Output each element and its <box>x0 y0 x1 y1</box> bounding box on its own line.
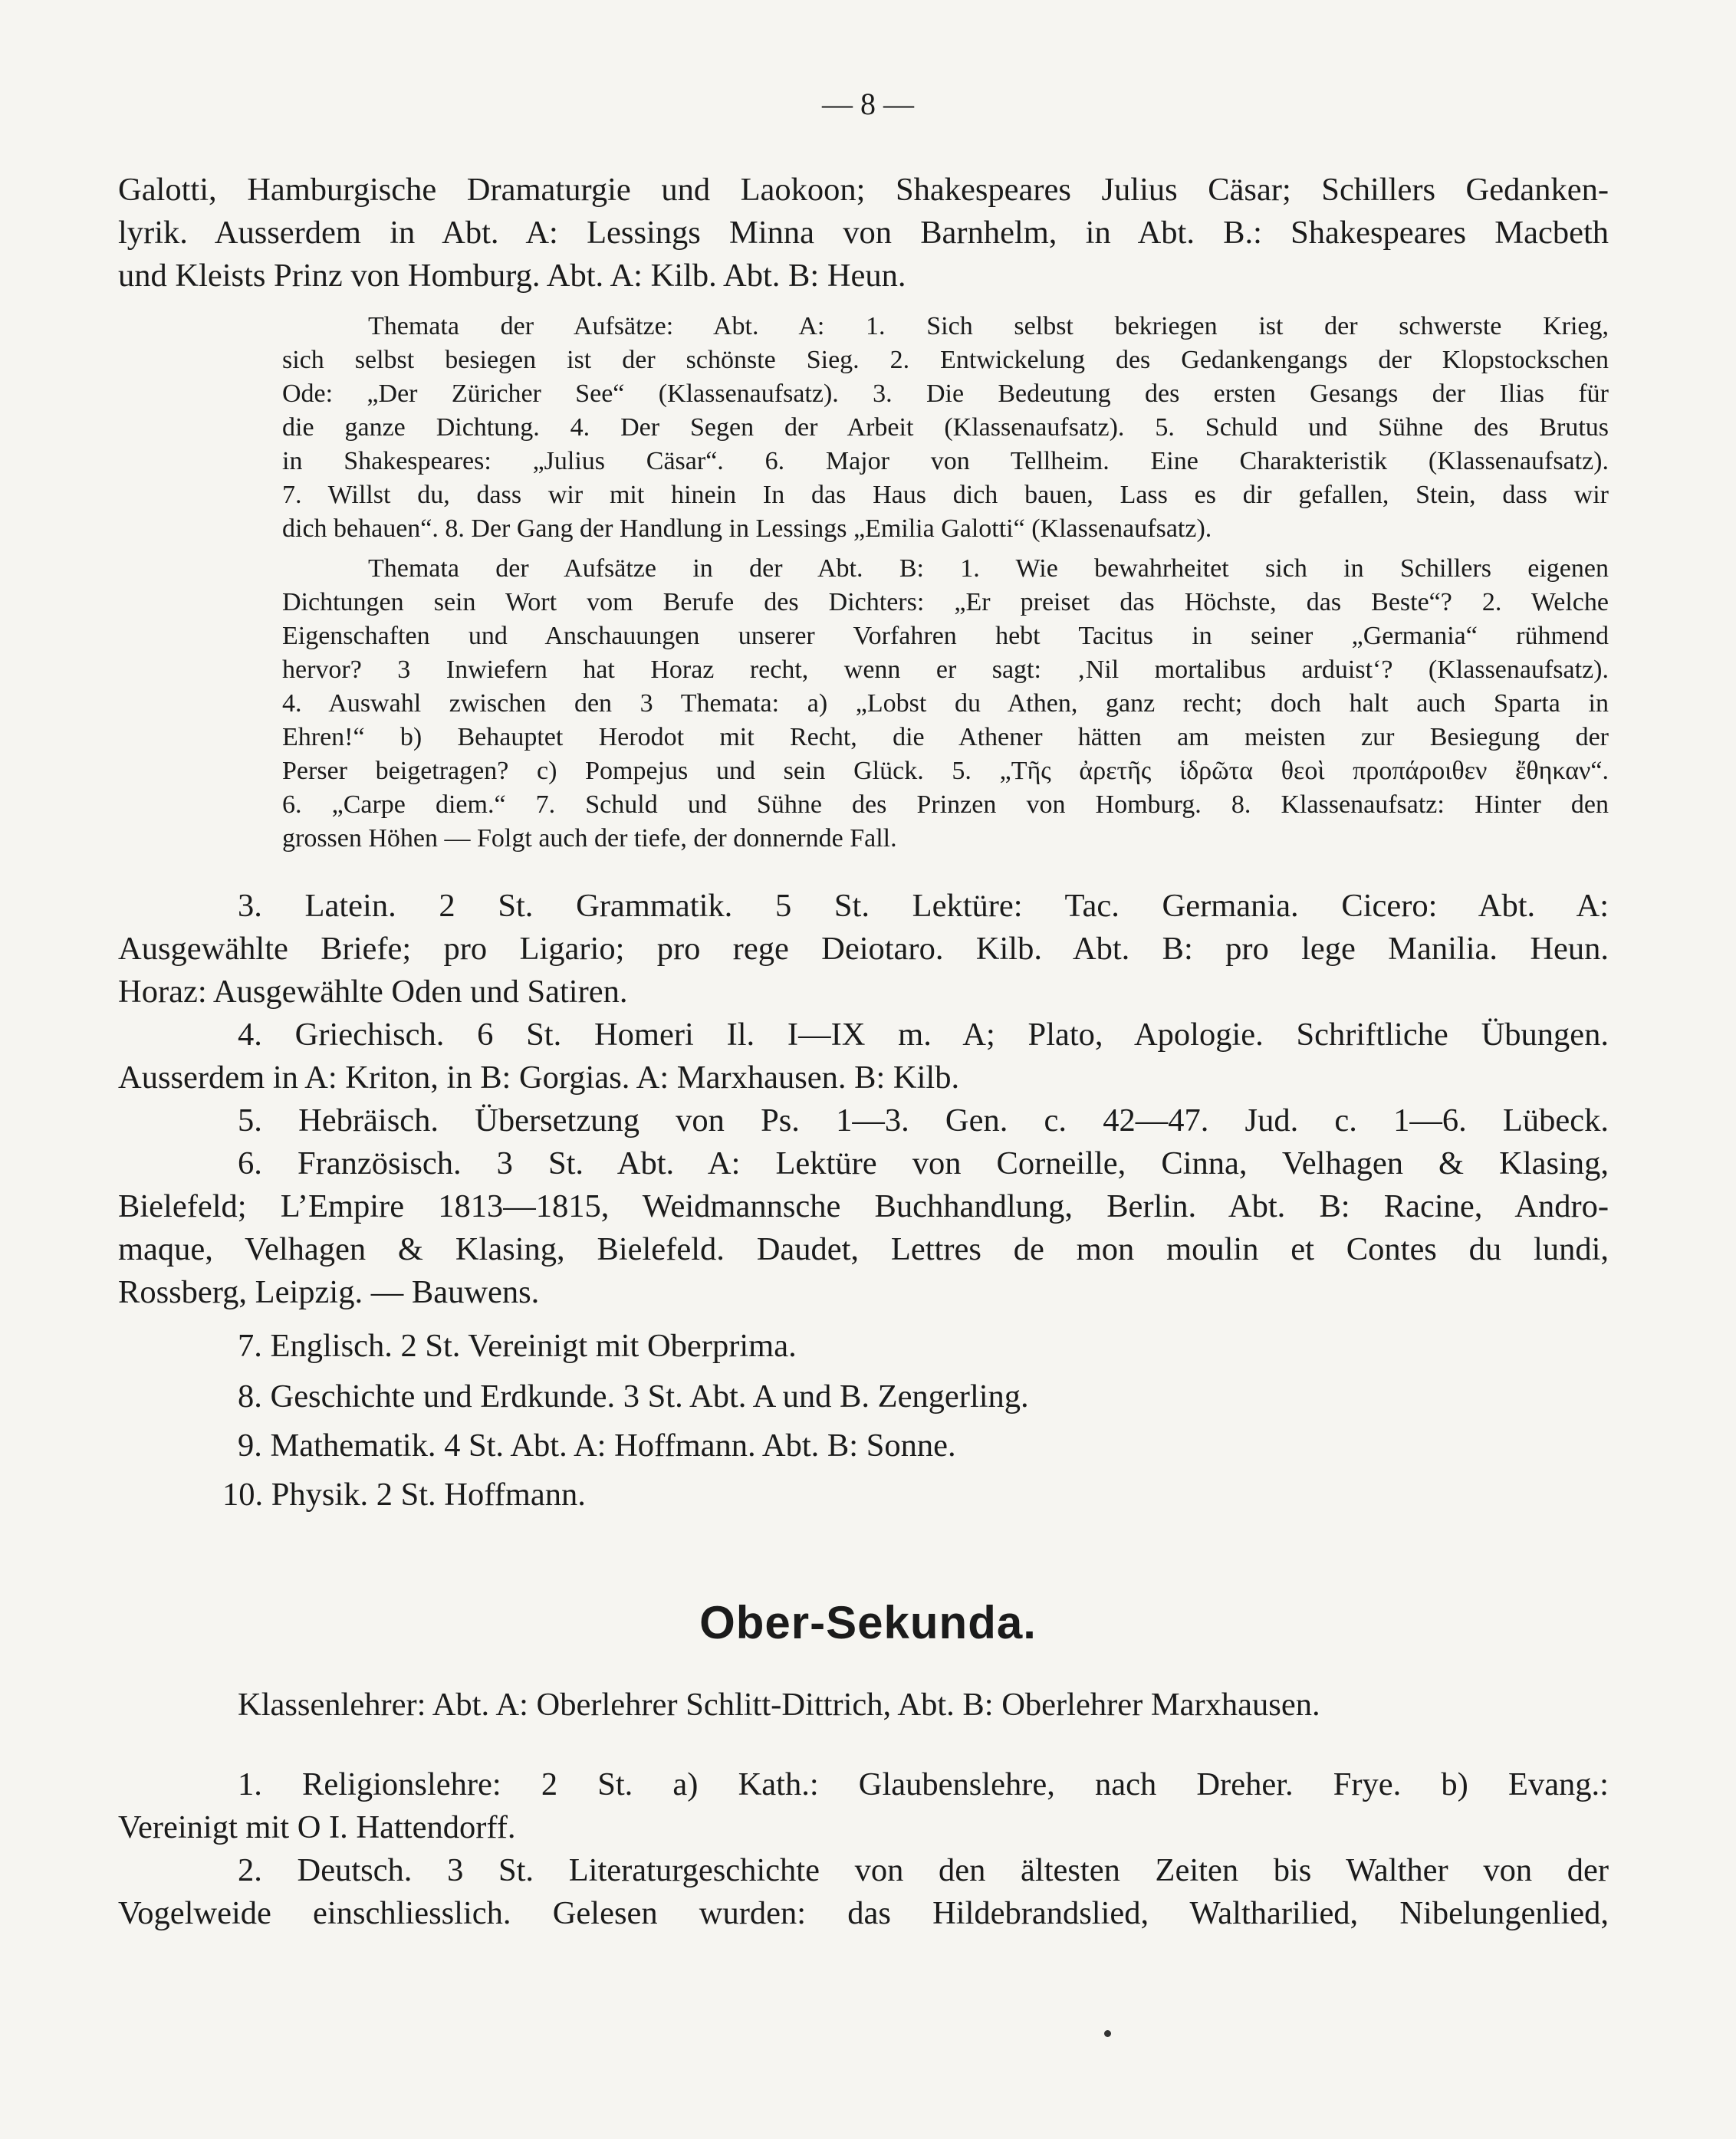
ink-speck <box>1104 2030 1111 2037</box>
themata-b-line: 4. Auswahl zwischen den 3 Themata: a) „Lobst du Athen, ganz recht; doch halt auch Sparta in <box>282 689 1609 718</box>
subject-englisch: 7. Englisch. 2 St. Vereinigt mit Oberprima. <box>238 1328 797 1364</box>
themata-a-line: Themata der Aufsätze: Abt. A: 1. Sich selbst bekriegen ist der schwerste Krieg, <box>368 312 1609 340</box>
subject-deutsch-cont: Vogelweide einschliesslich. Gelesen wurden: das Hildebrandslied, Waltharilied, Nibelungenlied, <box>118 1895 1609 1931</box>
subject-franzoesisch-cont: Bielefeld; L’Empire 1813—1815, Weidmannsche Buchhandlung, Berlin. Abt. B: Racine, Andro- <box>118 1188 1609 1224</box>
themata-b-line: Themata der Aufsätze in der Abt. B: 1. Wie bewahrheitet sich in Schillers eigenen <box>368 554 1609 583</box>
themata-a-line: dich behauen“. 8. Der Gang der Handlung in Lessings „Emilia Galotti“ (Klassenaufsatz). <box>282 514 1212 543</box>
themata-b-line: Perser beigetragen? c) Pompejus und sein Glück. 5. „Τῆς ἀρετῆς ἱδρῶτα θεοὶ προπάροιθεν ἔθηκαν“. <box>282 757 1609 785</box>
page-number: — 8 — <box>822 87 914 121</box>
subject-latein-cont: Ausgewählte Briefe; pro Ligario; pro rege Deiotaro. Kilb. Abt. B: pro lege Manilia. Heun. <box>118 931 1609 967</box>
text-line: und Kleists Prinz von Homburg. Abt. A: Kilb. Abt. B: Heun. <box>118 258 906 294</box>
subject-latein: 3. Latein. 2 St. Grammatik. 5 St. Lektüre: Tac. Germania. Cicero: Abt. A: <box>238 888 1609 924</box>
subject-griechisch-cont: Ausserdem in A: Kriton, in B: Gorgias. A: Marxhausen. B: Kilb. <box>118 1060 960 1096</box>
themata-b-line: grossen Höhen — Folgt auch der tiefe, der donnernde Fall. <box>282 824 897 853</box>
subject-franzoesisch-cont: maque, Velhagen & Klasing, Bielefeld. Daudet, Lettres de mon moulin et Contes du lundi, <box>118 1231 1609 1267</box>
themata-b-line: Ehren!“ b) Behauptet Herodot mit Recht, die Athener hätten am meisten zur Besiegung der <box>282 723 1609 751</box>
themata-a-line: Ode: „Der Züricher See“ (Klassenaufsatz). 3. Die Bedeutung des ersten Gesangs der Ilias für <box>282 380 1609 408</box>
themata-a-line: in Shakespeares: „Julius Cäsar“. 6. Major von Tellheim. Eine Charakteristik (Klassenaufsatz). <box>282 447 1609 475</box>
subject-latein-cont: Horaz: Ausgewählte Oden und Satiren. <box>118 974 628 1010</box>
themata-a-line: die ganze Dichtung. 4. Der Segen der Arbeit (Klassenaufsatz). 5. Schuld und Sühne des Brutus <box>282 413 1609 442</box>
subject-geschichte: 8. Geschichte und Erdkunde. 3 St. Abt. A und B. Zengerling. <box>238 1378 1029 1414</box>
text-line: lyrik. Ausserdem in Abt. A: Lessings Minna von Barnhelm, in Abt. B.: Shakespeares Macbeth <box>118 215 1609 251</box>
themata-b-line: hervor? 3 Inwiefern hat Horaz recht, wenn er sagt: ‚Nil mortalibus arduist‘? (Klassenaufsatz). <box>282 656 1609 684</box>
subject-physik: 10. Physik. 2 St. Hoffmann. <box>222 1477 586 1513</box>
themata-a-line: sich selbst besiegen ist der schönste Sieg. 2. Entwickelung des Gedankengangs der Klopstockschen <box>282 346 1609 374</box>
subject-mathematik: 9. Mathematik. 4 St. Abt. A: Hoffmann. Abt. B: Sonne. <box>238 1428 956 1464</box>
text-line: Galotti, Hamburgische Dramaturgie und Laokoon; Shakespeares Julius Cäsar; Schillers Gedanken- <box>118 172 1609 208</box>
subject-religion-cont: Vereinigt mit O I. Hattendorff. <box>118 1809 516 1845</box>
subject-deutsch: 2. Deutsch. 3 St. Literaturgeschichte von den ältesten Zeiten bis Walther von der <box>238 1852 1609 1888</box>
themata-a-line: 7. Willst du, dass wir mit hinein In das Haus dich bauen, Lass es dir gefallen, Stein, dass wir <box>282 481 1609 509</box>
subject-griechisch: 4. Griechisch. 6 St. Homeri Il. I—IX m. A; Plato, Apologie. Schriftliche Übungen. <box>238 1017 1609 1053</box>
section-heading: Ober-Sekunda. <box>699 1597 1037 1648</box>
themata-b-line: Eigenschaften und Anschauungen unserer Vorfahren hebt Tacitus in seiner „Germania“ rühmend <box>282 622 1609 650</box>
themata-b-line: 6. „Carpe diem.“ 7. Schuld und Sühne des Prinzen von Homburg. 8. Klassenaufsatz: Hinter den <box>282 790 1609 819</box>
themata-b-line: Dichtungen sein Wort vom Berufe des Dichters: „Er preiset das Höchste, das Beste“? 2. Welche <box>282 588 1609 616</box>
subject-hebraeisch: 5. Hebräisch. Übersetzung von Ps. 1—3. Gen. c. 42—47. Jud. c. 1—6. Lübeck. <box>238 1102 1609 1138</box>
klassenlehrer-line: Klassenlehrer: Abt. A: Oberlehrer Schlitt-Dittrich, Abt. B: Oberlehrer Marxhausen. <box>238 1687 1320 1723</box>
subject-religion: 1. Religionslehre: 2 St. a) Kath.: Glaubenslehre, nach Dreher. Frye. b) Evang.: <box>238 1766 1609 1802</box>
subject-franzoesisch-cont: Rossberg, Leipzig. — Bauwens. <box>118 1274 540 1310</box>
subject-franzoesisch: 6. Französisch. 3 St. Abt. A: Lektüre von Corneille, Cinna, Velhagen & Klasing, <box>238 1145 1609 1181</box>
